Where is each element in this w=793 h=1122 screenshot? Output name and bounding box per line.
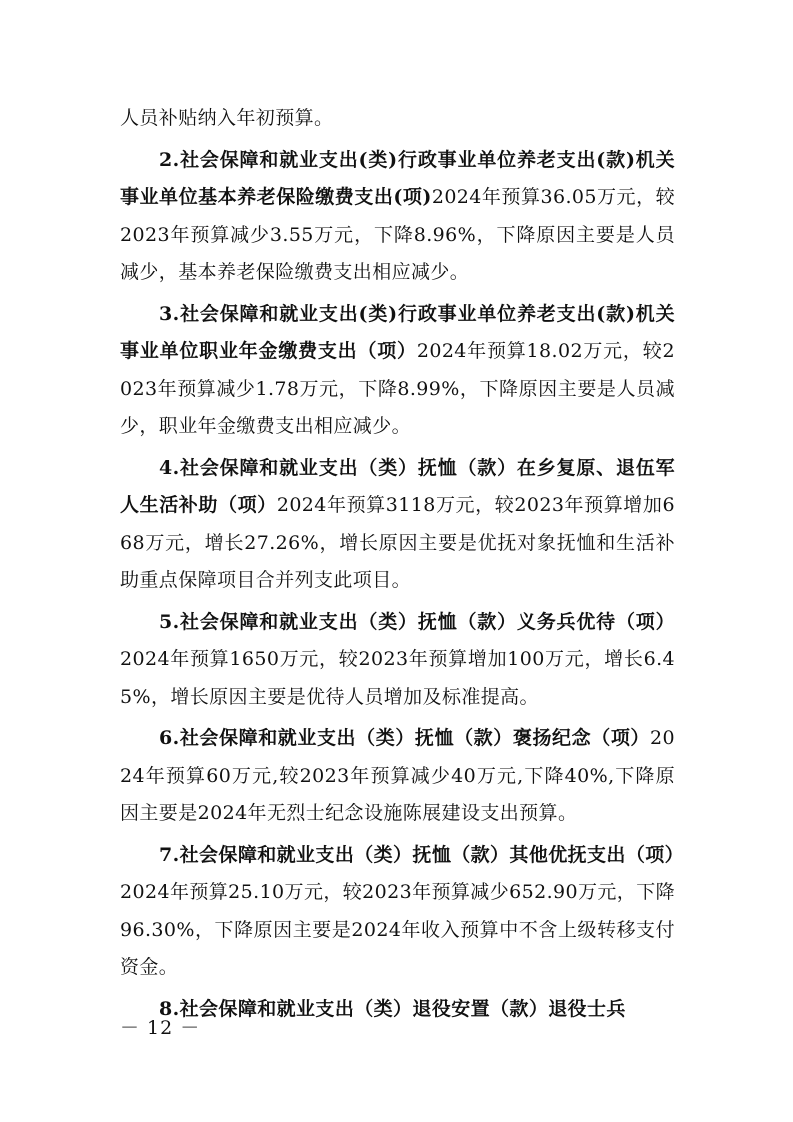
paragraph-5-body: 2024年预算1650万元，较2023年预算增加100万元，增长6.45%，增长原因主要是优待人员增加及标准提高。 xyxy=(120,648,675,708)
paragraph-8 xyxy=(120,991,675,1029)
paragraph-4-body: 2024年预算3118万元，较2023年预算增加668万元，增长27.26%，增长原因主要是优抚对象抚恤和生活补助重点保障项目合并列支此项目。 xyxy=(120,494,676,591)
paragraph-7-heading: 7.社会保障和就业支出（类）抚恤（款）其他优抚支出（项） xyxy=(159,843,685,866)
paragraph-2-heading: 2.社会保障和就业支出(类)行政事业单位养老支出(款)机关事业单位基本养老保险缴费支出(项) xyxy=(120,148,675,208)
paragraph-2-body: 2024年预算36.05万元，较2023年预算减少3.55万元，下降8.96%，下降原因主要是人员减少，基本养老保险缴费支出相应减少。 xyxy=(120,186,675,283)
paragraph-8-heading: 8.社会保障和就业支出（类）退役安置（款）退役士兵 xyxy=(159,997,626,1020)
paragraph-3-heading: 3.社会保障和就业支出(类)行政事业单位养老支出(款)机关事业单位职业年金缴费支出（项） xyxy=(120,302,675,362)
paragraph-4-heading: 4.社会保障和就业支出（类）抚恤（款）在乡复原、退伍军人生活补助（项） xyxy=(120,456,675,516)
page-number: － 12 － xyxy=(120,1017,201,1039)
paragraph-1 xyxy=(120,100,675,138)
paragraph-4 xyxy=(120,450,675,600)
paragraph-1-body: 人员补贴纳入年初预算。 xyxy=(120,107,334,129)
paragraph-5 xyxy=(120,604,675,717)
body-text xyxy=(120,100,685,1032)
paragraph-5-heading: 5.社会保障和就业支出（类）抚恤（款）义务兵优待（项） xyxy=(159,610,675,633)
paragraph-3 xyxy=(120,296,675,446)
paragraph-7-body: 2024年预算25.10万元，较2023年预算减少652.90万元，下降96.30%，下降原因主要是2024年收入预算中不含上级转移支付资金。 xyxy=(120,881,675,978)
paragraph-6-body: 2024年预算60万元,较2023年预算减少40万元,下降40%,下降原因主要是2024年无烈士纪念设施陈展建设支出预算。 xyxy=(120,727,675,824)
paragraph-7 xyxy=(120,837,685,987)
paragraph-3-body: 2024年预算18.02万元，较2023年预算减少1.78万元，下降8.99%，下降原因主要是人员减少，职业年金缴费支出相应减少。 xyxy=(120,340,675,437)
paragraph-6 xyxy=(120,720,675,833)
paragraph-2 xyxy=(120,142,675,292)
paragraph-6-heading: 6.社会保障和就业支出（类）抚恤（款）褒扬纪念（项） xyxy=(159,727,651,749)
